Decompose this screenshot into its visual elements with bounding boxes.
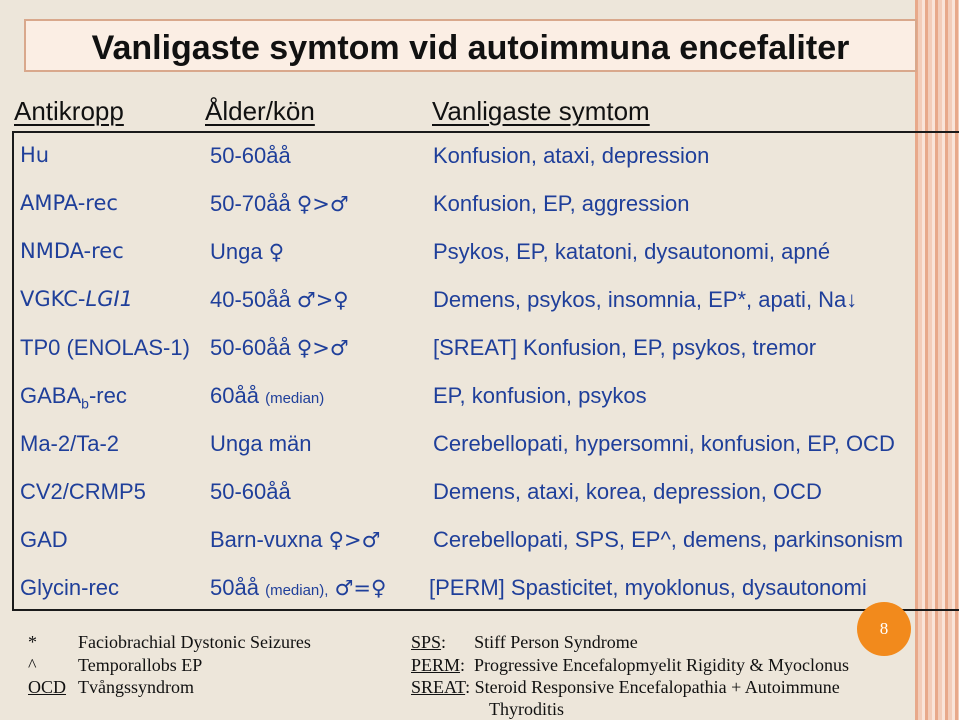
- age-note: (median),: [265, 582, 329, 599]
- antibody-cell: TP0 (ENOLAS-1): [20, 335, 190, 360]
- sex-symbol: ♂=♀: [334, 576, 387, 600]
- table-row: [14, 575, 959, 619]
- antibody-cell: [20, 383, 127, 411]
- table-row: [14, 335, 959, 379]
- age-cell: [210, 335, 349, 361]
- symptoms-cell: Konfusion, ataxi, depression: [433, 143, 710, 168]
- antibody-cell: [20, 287, 133, 311]
- age-cell: [210, 191, 349, 217]
- antibody-italic: LGI1: [85, 287, 134, 311]
- antibody-cell: NMDA-rec: [20, 239, 124, 263]
- age-cell: [210, 575, 386, 601]
- footnote-key: ^: [28, 655, 37, 675]
- antibody-cell: CV2/CRMP5: [20, 479, 146, 504]
- age-cell: 50-60åå: [210, 479, 291, 504]
- footnote-text: Faciobrachial Dystonic Seizures: [78, 632, 311, 652]
- table-row: [14, 527, 959, 571]
- age-cell: Unga män: [210, 431, 312, 456]
- footnote: SREAT: Steroid Responsive Encefalopathia + Autoimmune: [411, 677, 840, 697]
- table-row: [14, 431, 959, 475]
- title-box: [24, 19, 917, 72]
- footnote-key: PERM: [411, 655, 461, 675]
- symptom-table: [12, 131, 959, 611]
- table-row: [14, 479, 959, 523]
- age-note: (median): [265, 390, 325, 407]
- antibody-cell: Ma-2/Ta-2: [20, 431, 120, 456]
- footnote-text: Tvångssyndrom: [78, 677, 194, 697]
- page-number: 8: [879, 619, 889, 638]
- symptoms-cell: Demens, psykos, insomnia, EP*, apati, Na↓: [433, 287, 858, 312]
- age-cell: [210, 383, 324, 409]
- age-cell: [210, 527, 380, 553]
- age-value: Unga: [210, 239, 263, 264]
- page-number-badge: [857, 602, 911, 656]
- age-value: 50-70åå: [210, 191, 291, 216]
- footnote-text: Thyroditis: [489, 699, 564, 719]
- age-cell: [210, 239, 284, 265]
- footnote-text: Stiff Person Syndrome: [474, 632, 638, 652]
- footnote-key: SREAT: [411, 677, 466, 697]
- header-symptoms: Vanligaste symtom: [432, 96, 650, 126]
- symptoms-cell: Cerebellopati, hypersomni, konfusion, EP, OCD: [433, 431, 895, 456]
- table-row: [14, 143, 959, 187]
- header-antibody: Antikropp: [14, 96, 124, 126]
- age-cell: [210, 287, 349, 313]
- footnote: PERM: Progressive Encefalopmyelit Rigidity & Myoclonus: [411, 655, 849, 675]
- antibody-prefix: VGKC-: [20, 287, 86, 311]
- footnote: [489, 699, 564, 720]
- footnote-key: SPS: [411, 632, 442, 652]
- symptoms-cell: Konfusion, EP, aggression: [433, 191, 690, 216]
- footnote-text: Temporallobs EP: [78, 655, 203, 675]
- sex-symbol: ♀>♂: [296, 192, 349, 216]
- footnote: [28, 632, 311, 653]
- symptoms-cell: [SREAT] Konfusion, EP, psykos, tremor: [433, 335, 817, 360]
- antibody-cell: Glycin-rec: [20, 575, 120, 600]
- age-value: 40-50åå: [210, 287, 291, 312]
- footnote-key: *: [28, 632, 37, 652]
- table-row: [14, 383, 959, 427]
- antibody-subscript: b: [81, 395, 89, 412]
- antibody-suffix: -rec: [88, 383, 127, 408]
- sex-symbol: ♀>♂: [328, 528, 381, 552]
- symptoms-cell: Demens, ataxi, korea, depression, OCD: [433, 479, 822, 504]
- symptoms-cell: Psykos, EP, katatoni, dysautonomi, apné: [433, 239, 831, 264]
- footnote-text: Steroid Responsive Encefalopathia + Autoimmune: [474, 677, 840, 697]
- header-age-sex: Ålder/kön: [205, 96, 315, 126]
- page-title: Vanligaste symtom vid autoimmuna encefaliter: [91, 29, 850, 67]
- age-value: Barn-vuxna: [210, 527, 323, 552]
- sex-symbol: ♂>♀: [296, 288, 349, 312]
- age-value: 50-60åå: [210, 335, 291, 360]
- footnote: [28, 677, 194, 698]
- footnote: SPS: Stiff Person Syndrome: [411, 632, 638, 652]
- sex-symbol: ♀>♂: [296, 336, 349, 360]
- symptoms-cell: [PERM] Spasticitet, myoklonus, dysautonomi: [429, 575, 867, 600]
- age-cell: 50-60åå: [210, 143, 291, 168]
- antibody-prefix: GABA: [20, 383, 82, 408]
- symptoms-cell: Cerebellopati, SPS, EP^, demens, parkinsonism: [433, 527, 904, 552]
- sex-symbol: ♀: [268, 240, 285, 264]
- age-value: 60åå: [210, 383, 259, 408]
- antibody-cell: AMPA-rec: [20, 191, 118, 215]
- table-row: [14, 191, 959, 235]
- age-value: 50åå: [210, 575, 259, 600]
- table-row: [14, 239, 959, 283]
- symptoms-cell: EP, konfusion, psykos: [433, 383, 647, 408]
- footnote-key: OCD: [28, 677, 67, 697]
- antibody-cell: GAD: [20, 527, 68, 552]
- antibody-cell: Hu: [20, 143, 50, 167]
- table-row: [14, 287, 959, 331]
- footnote: [28, 655, 202, 676]
- footnote-text: Progressive Encefalopmyelit Rigidity & Myoclonus: [474, 655, 849, 675]
